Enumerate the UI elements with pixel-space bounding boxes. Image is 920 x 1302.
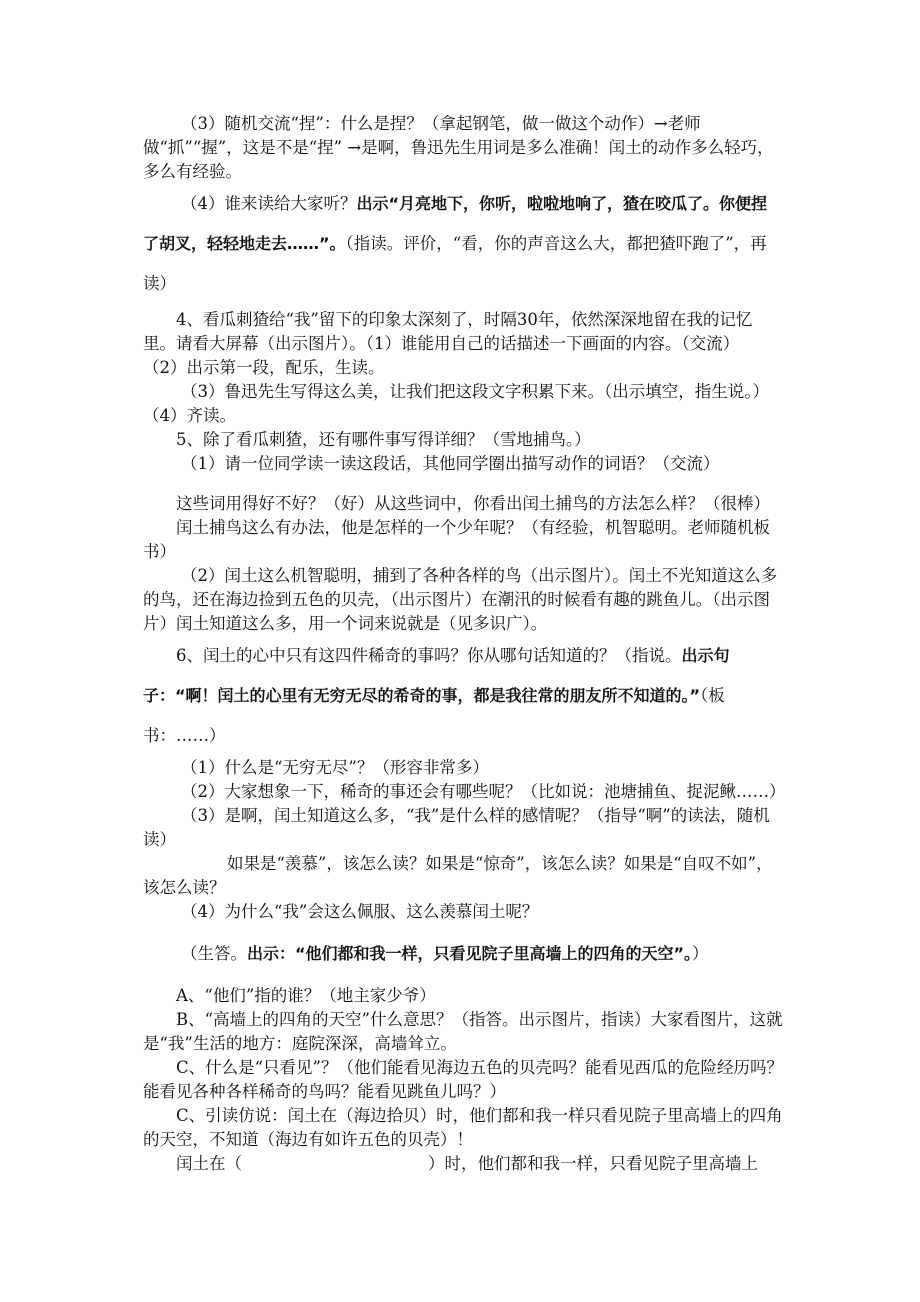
paragraph-four-corner-sky <box>143 934 783 974</box>
fill-blank-start: 闰土在（ <box>176 1154 242 1173</box>
paragraph-word-quality: 这些词用得好不好？（好）从这些词中，你看出闰土捕鸟的方法怎么样？（很棒） <box>176 494 770 513</box>
read-aloud-prompt: （4）谁来读给大家听？ <box>181 194 357 213</box>
read-aloud-note: （指读。评价，“看，你的声音这么大，都把猹吓跑了”，再读） <box>143 234 767 293</box>
paragraph-accumulate-text: （3）鲁迅先生写得这么美，让我们把这段文字积累下来。（出示填空，指生说。） （4）齐读。 <box>143 382 794 425</box>
four-events-board-note: （板书：……） <box>143 686 725 745</box>
paragraph-other-events: 5、除了看瓜刺猹，还有哪件事写得详细？（雪地捕鸟。） <box>176 430 591 449</box>
four-events-quote: 出示句子：“啊！闰土的心里有无穷无尽的希奇的事，都是我往常的朋友所不知道的。” <box>143 646 730 705</box>
paragraph-reading-styles: 如果是“羡慕”，该怎么读？如果是“惊奇”，该怎么读？如果是“自叹不如”，该怎么读？ <box>143 854 773 897</box>
paragraph-endless-meaning: （1）什么是“无穷无尽”？（形容非常多） <box>181 758 489 777</box>
paragraph-watch-melon: 4、看瓜刺猹给“我”留下的印象太深刻了，时隔30年，依然深深地留在我的记忆里。请看大屏幕（出示图片）。（1）谁能用自己的话描述一下画面的内容。（交流） （2）出示第一段，配乐，生读。 <box>143 310 764 377</box>
paragraph-admire-question: （4）为什么“我”会这么佩服、这么羡慕闰土呢？ <box>181 902 539 921</box>
read-aloud-quote: 出示“月亮地下，你听，啦啦地响了，猹在咬瓜了。你便捏了胡叉，轻轻地走去……”。 <box>143 194 768 253</box>
document-page <box>143 112 794 1176</box>
paragraph-knowledgeable: （2）闰土这么机智聪明，捕到了各种各样的鸟（出示图片）。闰土不光知道这么多的鸟，还在海边捡到五色的贝壳，（出示图片）在潮汛的时候看有趣的跳鱼儿。（出示图片）闰土知道这么多，用一个词来说就是（见多识广）。 <box>143 566 778 633</box>
paragraph-pinch-discussion: （3）随机交流“捏”：什么是捏？（拿起钢笔，做一做这个动作）→老师做“抓”“握”，这是不是“捏” →是啊，鲁迅先生用词是多么准确！闰土的动作多么轻巧，多么有经验。 <box>143 114 774 181</box>
paragraph-item-c2: C、引读仿说：闰土在（海边拾贝）时，他们都和我一样只看见院子里高墙上的四角的天空，不知道（海边有如许五色的贝壳）！ <box>143 1106 783 1149</box>
paragraph-feelings: （3）是啊，闰土知道这么多，“我”是什么样的感情呢？（指导“啊”的读法，随机读） <box>143 806 770 849</box>
four-corner-sky-close: ） <box>692 944 709 963</box>
paragraph-item-a: A、“他们”指的谁？（地主家少爷） <box>176 986 436 1005</box>
paragraph-imagine: （2）大家想象一下，稀奇的事还会有哪些呢？（比如说：池塘捕鱼、捉泥鳅……） <box>181 782 786 801</box>
four-corner-sky-intro: （生答。 <box>181 944 247 963</box>
four-events-question: 6、闰土的心中只有这四件稀奇的事吗？你从哪句话知道的？（指说。 <box>176 646 682 665</box>
paragraph-runtu-character: 闰土捕鸟这么有办法，他是怎样的一个少年呢？（有经验，机智聪明。老师随机板书） <box>143 518 770 561</box>
paragraph-read-aloud <box>143 184 783 304</box>
paragraph-item-b: B、“高墙上的四角的天空”什么意思？（指答。出示图片，指读）大家看图片，这就是“我”生活的地方：庭院深深，高墙耸立。 <box>143 1010 783 1053</box>
four-corner-sky-quote: 出示：“他们都和我一样，只看见院子里高墙上的四角的天空”。 <box>247 944 693 963</box>
paragraph-four-events <box>143 636 783 756</box>
fill-blank-end: ）时，他们都和我一样，只看见院子里高墙上 <box>428 1154 758 1173</box>
paragraph-circle-verbs: （1）请一位同学读一读这段话，其他同学圈出描写动作的词语？（交流） <box>181 454 720 473</box>
paragraph-fill-blank <box>143 1152 783 1176</box>
paragraph-item-c1: C、什么是“只看见”？（他们能看见海边五色的贝壳吗？能看见西瓜的危险经历吗？能看见各种各样稀奇的鸟吗？能看见跳鱼儿吗？） <box>143 1058 783 1101</box>
